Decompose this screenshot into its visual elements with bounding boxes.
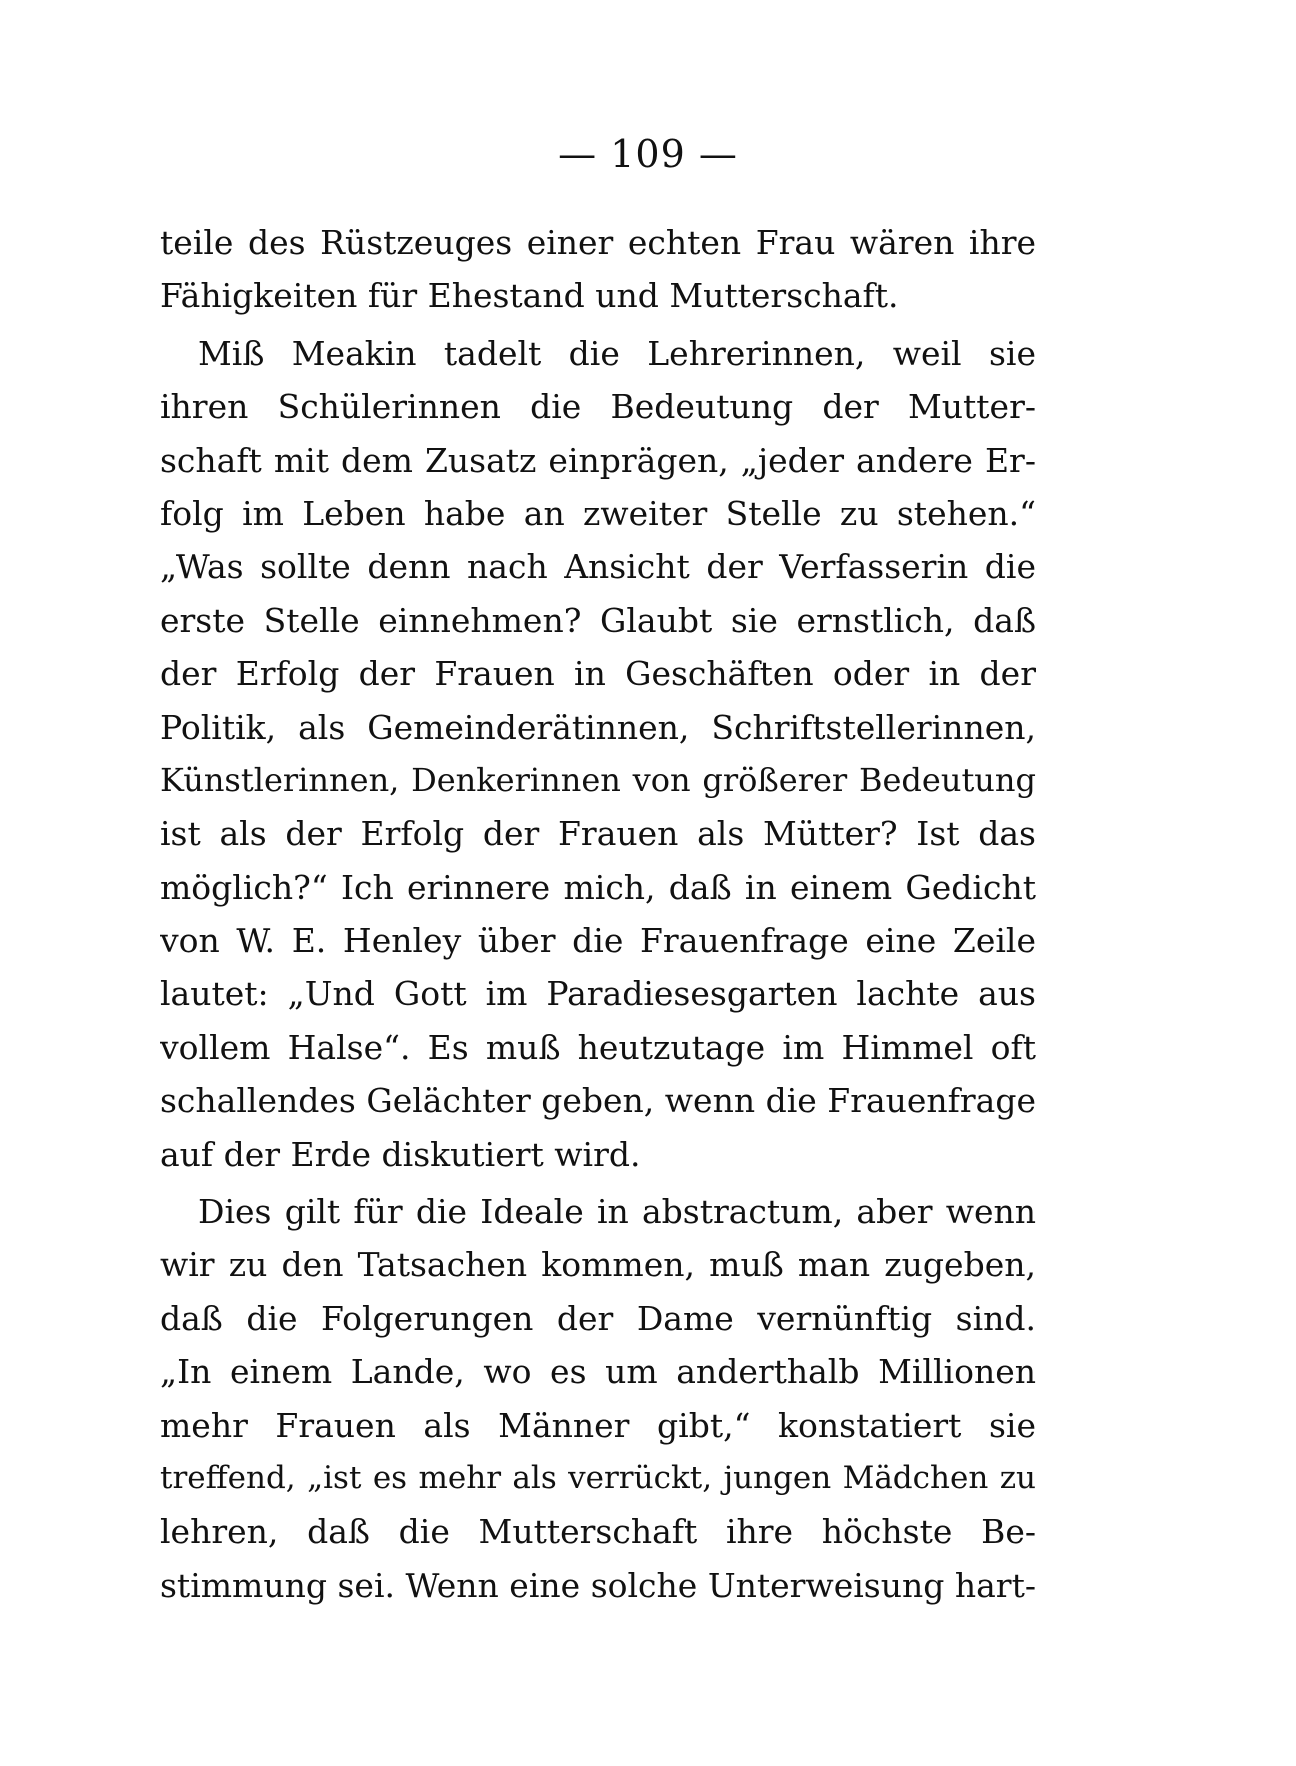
body-text bbox=[160, 216, 1036, 1612]
text-line: ihren Schülerinnen die Bedeutung der Mutter- bbox=[160, 387, 1036, 427]
text-line: „In einem Lande, wo es um anderthalb Millionen bbox=[160, 1352, 1036, 1392]
text-line: schallendes Gelächter geben, wenn die Frauenfrage bbox=[160, 1081, 1036, 1121]
text-line: Künstlerinnen, Denkerinnen von größerer Bedeutung bbox=[160, 760, 1036, 799]
text-line: stimmung sei. Wenn eine solche Unterweisung hart- bbox=[160, 1565, 1036, 1605]
text-line: ist als der Erfolg der Frauen als Mütter? Ist das bbox=[160, 814, 1036, 854]
text-line: von W. E. Henley über die Frauenfrage eine Zeile bbox=[160, 921, 1036, 961]
text-line: wir zu den Tatsachen kommen, muß man zugeben, bbox=[160, 1245, 1036, 1285]
text-line: treffend, „ist es mehr als verrückt, jungen Mädchen zu bbox=[160, 1459, 1036, 1496]
page-number: — 109 — bbox=[558, 132, 738, 176]
text-line: folg im Leben habe an zweiter Stelle zu stehen.“ bbox=[160, 493, 1036, 533]
text-line: der Erfolg der Frauen in Geschäften oder in der bbox=[160, 654, 1036, 694]
text-line: schaft mit dem Zusatz einprägen, „jeder andere Er- bbox=[160, 440, 1036, 480]
text-line: teile des Rüstzeuges einer echten Frau wären ihre bbox=[160, 223, 1036, 262]
text-line: erste Stelle einnehmen? Glaubt sie ernstlich, daß bbox=[160, 600, 1036, 640]
text-line: Dies gilt für die Ideale in abstractum, aber wenn bbox=[198, 1192, 1036, 1232]
text-line: daß die Folgerungen der Dame vernünftig sind. bbox=[160, 1298, 1036, 1338]
text-line: möglich?“ Ich erinnere mich, daß in einem Gedicht bbox=[160, 867, 1036, 907]
text-line: lehren, daß die Mutterschaft ihre höchste Be- bbox=[160, 1512, 1036, 1552]
text-line: vollem Halse“. Es muß heutzutage im Himmel oft bbox=[160, 1027, 1036, 1067]
text-line: „Was sollte denn nach Ansicht der Verfasserin die bbox=[160, 547, 1036, 587]
text-line: Politik, als Gemeinderätinnen, Schriftstellerinnen, bbox=[160, 707, 1036, 747]
text-line: auf der Erde diskutiert wird. bbox=[160, 1134, 641, 1174]
text-line: Miß Meakin tadelt die Lehrerinnen, weil sie bbox=[198, 333, 1036, 373]
text-line: lautet: „Und Gott im Paradiesesgarten lachte aus bbox=[160, 974, 1036, 1014]
text-line: mehr Frauen als Männer gibt,“ konstatiert sie bbox=[160, 1405, 1036, 1445]
text-line: Fähigkeiten für Ehestand und Mutterschaft. bbox=[160, 276, 899, 316]
